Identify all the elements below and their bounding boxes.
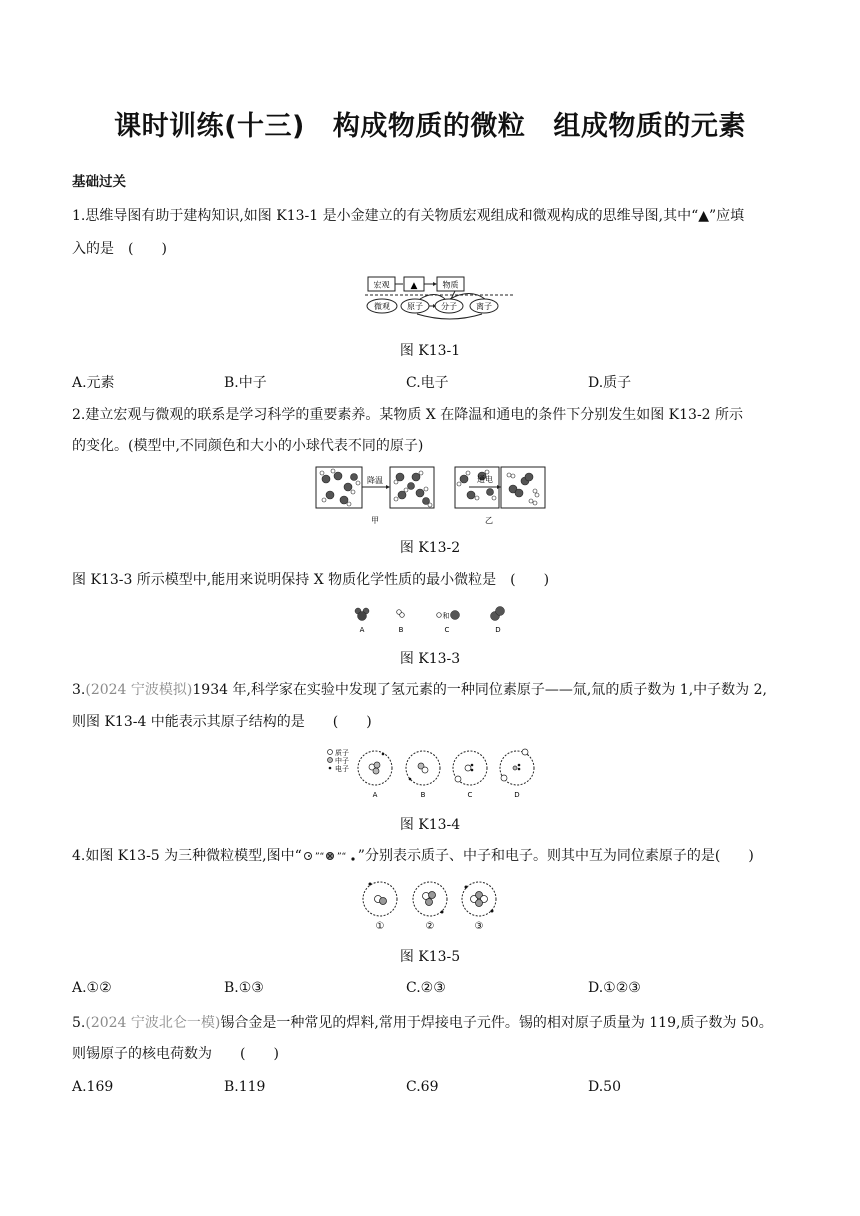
q4-inline-particle-icons xyxy=(302,849,358,863)
svg-text:”“: ”“ xyxy=(314,852,325,862)
fig2-electric-arrow xyxy=(469,472,501,492)
q5-stem-line1 xyxy=(72,1013,773,1033)
fig4-atom-b xyxy=(406,751,440,785)
fig2-jia-label: 甲 xyxy=(371,516,379,525)
fig2-yi-label: 乙 xyxy=(485,516,493,525)
q2-stem-line2: 的变化。(模型中,不同颜色和大小的小球代表不同的原子) xyxy=(72,438,424,454)
fig5-particle-1 xyxy=(363,882,397,916)
fig1-caption: 图 K13-1 xyxy=(399,343,461,359)
fig1-molecule-label: 分子 xyxy=(441,302,457,311)
section-heading: 基础过关 xyxy=(72,174,126,190)
q5-option-c[interactable]: C.69 xyxy=(406,1079,439,1095)
fig3-model-a xyxy=(355,608,369,621)
fig3-model-d xyxy=(491,607,505,621)
title-part-3: 组成物质的元素 xyxy=(553,111,746,142)
q3-stem-text: 1934 年,科学家在实验中发现了氢元素的一种同位素原子——氚,氚的质子数为 1,中子数为 2, xyxy=(192,682,767,698)
figure-k13-5-particle-models xyxy=(358,877,502,933)
q1-option-c[interactable]: C.电子 xyxy=(406,375,449,391)
fig4-legend xyxy=(328,748,350,773)
q2-stem-line1: 2.建立宏观与微观的联系是学习科学的重要素养。某物质 X 在降温和通电的条件下分别发生如图 K13-2 所示 xyxy=(72,407,744,423)
q4-option-c[interactable]: C.②③ xyxy=(406,980,446,996)
q1-stem-line2: 入的是 ( ) xyxy=(72,241,167,257)
fig4-atom-d xyxy=(500,749,534,785)
fig4-legend-neutron: 中子 xyxy=(335,757,349,765)
fig4-legend-electron: 电子 xyxy=(335,765,349,773)
fig4-label-b: B xyxy=(420,791,426,799)
fig5-label-3: ③ xyxy=(474,921,484,932)
q4-stem-text-b: ”分别表示质子、中子和电子。则其中互为同位素原子的是( ) xyxy=(357,848,754,864)
fig1-macro-label: 宏观 xyxy=(373,280,390,290)
fig3-and-label: 和 xyxy=(442,612,450,620)
fig5-particle-3 xyxy=(462,882,496,916)
fig3-label-c: C xyxy=(444,626,450,634)
fig3-model-c xyxy=(437,611,460,621)
fig3-model-b xyxy=(397,610,405,618)
fig5-caption: 图 K13-5 xyxy=(399,949,461,965)
fig4-label-a: A xyxy=(372,791,378,799)
q3-stem-line1: 3.(2024 宁波模拟)1934 年,科学家在实验中发现了氢元素的一种同位素原子——氚,氚的质子数为 1,中子数为 2, xyxy=(72,682,767,698)
q4-stem-line xyxy=(72,846,754,866)
figure-k13-4-atom-structures xyxy=(324,745,538,801)
q5-option-b[interactable]: B.119 xyxy=(224,1079,266,1095)
q5-option-a[interactable]: A.169 xyxy=(72,1079,114,1095)
q4-option-b[interactable]: B.①③ xyxy=(224,980,264,996)
fig1-atom-label: 原子 xyxy=(407,302,423,311)
fig3-label-b: B xyxy=(398,626,404,634)
fig5-label-1: ① xyxy=(375,921,385,932)
fig1-matter-label: 物质 xyxy=(442,280,459,290)
fig4-label-d: D xyxy=(514,791,520,799)
q1-stem-line1: 1.思维导图有助于建构知识,如图 K13-1 是小金建立的有关物质宏观组成和微观构成的思维导图,其中“▲”应填 xyxy=(72,208,745,224)
fig4-atom-a xyxy=(358,751,392,785)
fig2-caption: 图 K13-2 xyxy=(399,540,461,556)
fig1-ion-label: 离子 xyxy=(476,302,492,311)
fig5-label-2: ② xyxy=(425,921,435,932)
figure-k13-2-electrolysis xyxy=(501,467,547,508)
title-part-1: 课时训练(十三) xyxy=(114,111,305,142)
q5-stem-text: 锡合金是一种常见的焊料,常用于焊接电子元件。锡的相对原子质量为 119,质子数为 50。 xyxy=(220,1015,773,1031)
fig4-atom-c xyxy=(453,751,487,785)
fig3-label-d: D xyxy=(495,626,501,634)
fig2-cool-label: 降温 xyxy=(367,476,383,485)
fig5-particle-2 xyxy=(413,882,447,916)
fig4-legend-proton: 质子 xyxy=(335,749,349,757)
page-title xyxy=(0,104,860,143)
fig4-caption: 图 K13-4 xyxy=(399,817,461,833)
q4-option-d[interactable]: D.①②③ xyxy=(588,980,641,996)
q5-number: 5. xyxy=(72,1015,86,1031)
q4-option-a[interactable]: A.①② xyxy=(72,980,112,996)
title-part-2: 构成物质的微粒 xyxy=(332,111,526,142)
q5-stem-line2: 则锡原子的核电荷数为 ( ) xyxy=(72,1046,279,1062)
q5-source: (2024 宁波北仑一模) xyxy=(85,1015,221,1031)
figure-k13-3-molecule-models xyxy=(352,605,512,635)
fig3-label-a: A xyxy=(359,626,365,634)
q1-option-d[interactable]: D.质子 xyxy=(588,375,632,391)
fig2-electric-text: 通电 xyxy=(477,475,493,484)
q1-option-b[interactable]: B.中子 xyxy=(224,375,267,391)
fig4-label-c: C xyxy=(467,791,473,799)
q2-question-stem: 图 K13-3 所示模型中,能用来说明保持 X 物质化学性质的最小微粒是 ( ) xyxy=(72,572,550,588)
q3-source: (2024 宁波模拟) xyxy=(85,682,193,698)
svg-text:”“: ”“ xyxy=(336,852,347,862)
q5-option-d[interactable]: D.50 xyxy=(588,1079,621,1095)
figure-k13-1-mind-map xyxy=(365,272,525,320)
fig1-blank-mark: ▲ xyxy=(410,281,418,291)
fig3-caption: 图 K13-3 xyxy=(399,651,461,667)
q3-stem-line2: 则图 K13-4 中能表示其原子结构的是 ( ) xyxy=(72,714,372,730)
q4-stem-text-a: 4.如图 K13-5 为三种微粒模型,图中“ xyxy=(72,848,302,864)
fig1-micro-label: 微观 xyxy=(374,302,390,311)
q1-option-a[interactable]: A.元素 xyxy=(72,375,115,391)
